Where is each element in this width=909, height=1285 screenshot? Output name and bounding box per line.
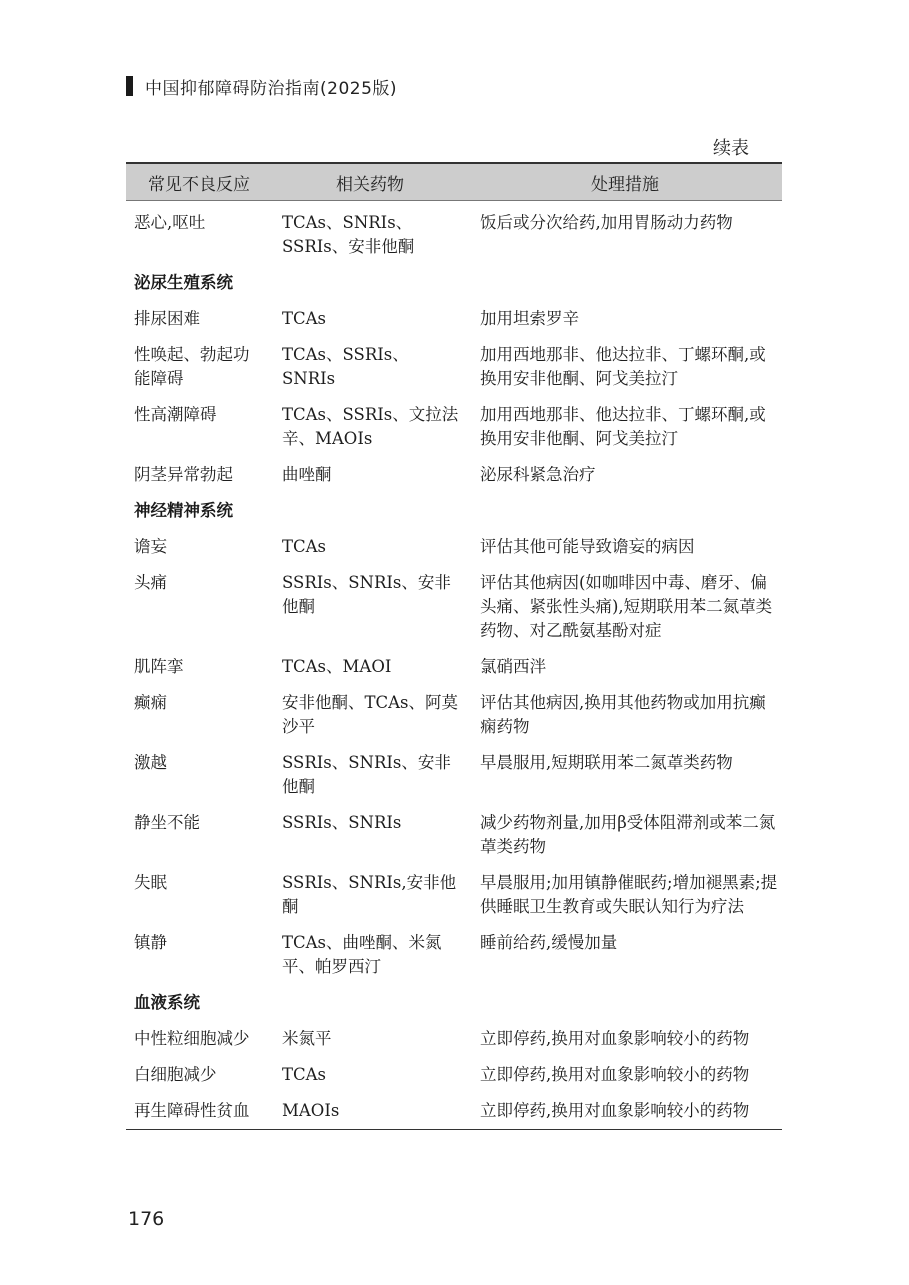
cell-drugs: TCAs、SSRIs、文拉法辛、MAOIs <box>282 405 459 448</box>
cell-reaction: 癫痫 <box>134 693 167 712</box>
cell-drugs: TCAs、曲唑酮、米氮平、帕罗西汀 <box>282 933 442 976</box>
cell-treatment: 睡前给药,缓慢加量 <box>480 933 618 952</box>
cell-treatment: 评估其他病因,换用其他药物或加用抗癫痫药物 <box>480 693 766 736</box>
cell-reaction: 阴茎异常勃起 <box>134 465 233 484</box>
cell-treatment: 立即停药,换用对血象影响较小的药物 <box>480 1101 750 1120</box>
table-row <box>126 649 782 685</box>
table-row <box>126 925 782 985</box>
cell-drugs: 安非他酮、TCAs、阿莫沙平 <box>282 693 459 736</box>
cell-reaction: 再生障碍性贫血 <box>134 1101 250 1120</box>
column-header-treatment: 处理措施 <box>591 174 659 195</box>
table-row <box>126 337 782 397</box>
cell-drugs: SSRIs、SNRIs、安非他酮 <box>282 753 451 796</box>
table-row <box>126 865 782 925</box>
cell-drugs: MAOIs <box>282 1101 340 1120</box>
table-row <box>126 685 782 745</box>
table-row <box>126 529 782 565</box>
cell-drugs: TCAs、SSRIs、SNRIs <box>282 345 409 388</box>
cell-treatment: 加用西地那非、他达拉非、丁螺环酮,或换用安非他酮、阿戈美拉汀 <box>480 345 766 388</box>
cell-treatment: 泌尿科紧急治疗 <box>480 465 596 484</box>
table-row <box>126 805 782 865</box>
cell-reaction: 镇静 <box>134 933 167 952</box>
table-row <box>126 457 782 493</box>
cell-drugs: SSRIs、SNRIs、安非他酮 <box>282 573 451 616</box>
cell-treatment: 减少药物剂量,加用β受体阻滞剂或苯二氮䓬类药物 <box>480 813 776 856</box>
cell-treatment: 早晨服用,短期联用苯二氮䓬类药物 <box>480 753 733 772</box>
cell-reaction: 谵妄 <box>134 537 167 556</box>
cell-drugs: 米氮平 <box>282 1029 332 1048</box>
cell-reaction: 头痛 <box>134 573 167 592</box>
cell-reaction: 肌阵挛 <box>134 657 184 676</box>
cell-drugs: SSRIs、SNRIs,安非他酮 <box>282 873 457 916</box>
cell-drugs: 曲唑酮 <box>282 465 332 484</box>
cell-reaction: 白细胞减少 <box>134 1065 217 1084</box>
table-row <box>126 205 782 265</box>
cell-treatment: 评估其他病因(如咖啡因中毒、磨牙、偏头痛、紧张性头痛),短期联用苯二氮䓬类药物、对乙酰氨基酚对症 <box>480 573 773 640</box>
running-header-title: 中国抑郁障碍防治指南(2025版) <box>145 78 398 99</box>
running-header <box>126 72 397 100</box>
cell-treatment: 加用坦索罗辛 <box>480 309 579 328</box>
cell-treatment: 立即停药,换用对血象影响较小的药物 <box>480 1065 750 1084</box>
cell-drugs: TCAs、MAOI <box>282 657 392 676</box>
cell-treatment: 早晨服用;加用镇静催眠药;增加褪黑素;提供睡眠卫生教育或失眠认知行为疗法 <box>480 873 778 916</box>
page-number: 176 <box>128 1208 165 1230</box>
table-row <box>126 301 782 337</box>
table-row <box>126 745 782 805</box>
cell-treatment: 评估其他可能导致谵妄的病因 <box>480 537 695 556</box>
table-header-row <box>126 162 782 201</box>
cell-reaction: 性唤起、勃起功能障碍 <box>134 345 250 388</box>
cell-treatment: 加用西地那非、他达拉非、丁螺环酮,或换用安非他酮、阿戈美拉汀 <box>480 405 766 448</box>
column-header-reaction: 常见不良反应 <box>148 174 250 195</box>
adverse-reaction-table <box>126 162 782 1130</box>
column-header-drugs: 相关药物 <box>336 174 404 195</box>
table-row <box>126 1057 782 1093</box>
table-row <box>126 1093 782 1129</box>
cell-reaction: 静坐不能 <box>134 813 200 832</box>
header-marker-bar <box>126 76 133 96</box>
cell-treatment: 饭后或分次给药,加用胃肠动力药物 <box>480 213 733 232</box>
cell-reaction: 激越 <box>134 753 167 772</box>
section-heading: 血液系统 <box>134 993 200 1012</box>
cell-treatment: 立即停药,换用对血象影响较小的药物 <box>480 1029 750 1048</box>
cell-reaction: 中性粒细胞减少 <box>134 1029 250 1048</box>
table-row <box>126 1021 782 1057</box>
cell-reaction: 恶心,呕吐 <box>134 213 206 232</box>
cell-drugs: TCAs <box>282 1065 327 1084</box>
cell-drugs: TCAs <box>282 537 327 556</box>
table-continued-label: 续表 <box>713 138 749 159</box>
cell-reaction: 排尿困难 <box>134 309 200 328</box>
table-row <box>126 397 782 457</box>
table-row <box>126 565 782 649</box>
cell-drugs: TCAs <box>282 309 327 328</box>
table-body <box>126 201 782 1130</box>
cell-drugs: SSRIs、SNRIs <box>282 813 402 832</box>
cell-reaction: 失眠 <box>134 873 167 892</box>
section-heading: 泌尿生殖系统 <box>134 273 233 292</box>
cell-drugs: TCAs、SNRIs、SSRIs、安非他酮 <box>282 213 415 256</box>
cell-reaction: 性高潮障碍 <box>134 405 217 424</box>
cell-treatment: 氯硝西泮 <box>480 657 546 676</box>
section-heading: 神经精神系统 <box>134 501 233 520</box>
